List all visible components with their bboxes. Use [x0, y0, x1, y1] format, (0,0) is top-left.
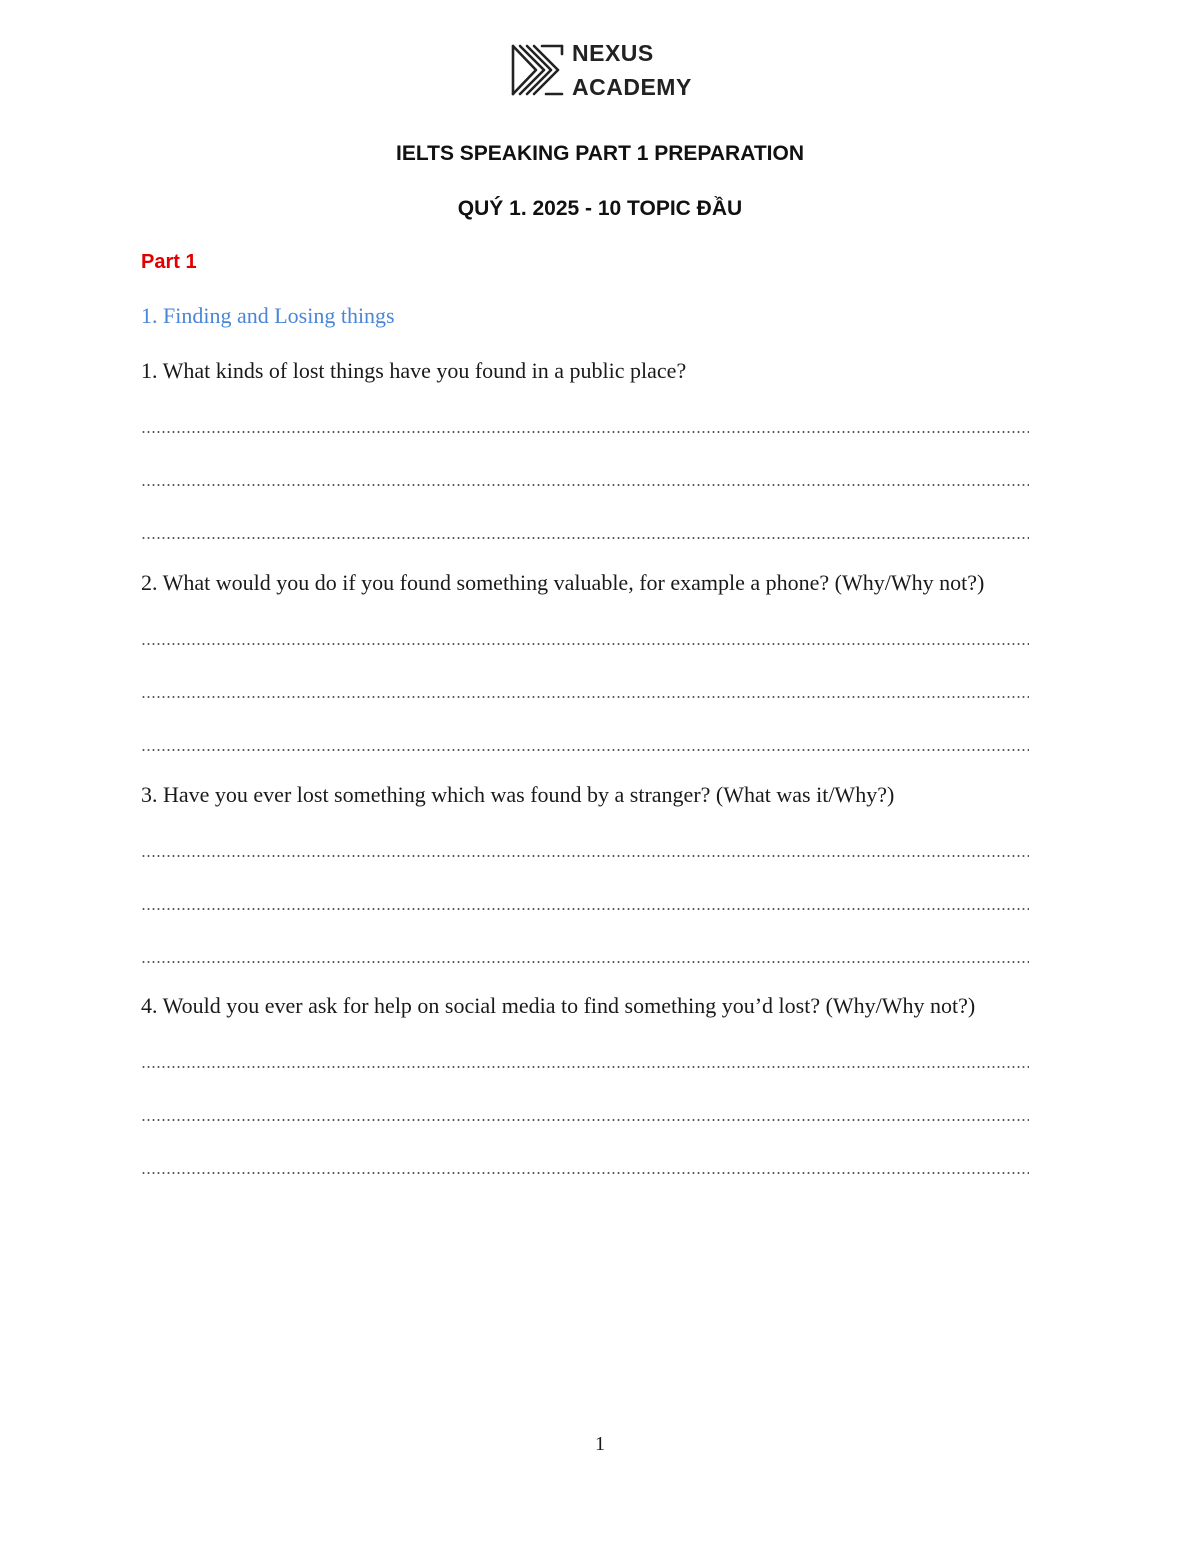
- logo: [510, 40, 710, 100]
- logo-wordmark: [572, 36, 692, 104]
- question-3: 3. Have you ever lost something which was found by a stranger? (What was it/Why?): [141, 782, 895, 807]
- question-1: 1. What kinds of lost things have you found in a public place?: [141, 358, 687, 383]
- answer-line[interactable]: [141, 960, 1029, 964]
- answer-line[interactable]: [141, 907, 1029, 911]
- answer-line[interactable]: [141, 483, 1029, 487]
- topic-heading: 1. Finding and Losing things: [141, 303, 395, 328]
- answer-line[interactable]: [141, 430, 1029, 434]
- page-number: 1: [595, 1433, 605, 1455]
- page-title: IELTS SPEAKING PART 1 PREPARATION: [396, 142, 804, 165]
- answer-line[interactable]: [141, 1065, 1029, 1069]
- answer-line[interactable]: [141, 1171, 1029, 1175]
- page-subtitle: QUÝ 1. 2025 - 10 TOPIC ĐẦU: [457, 197, 743, 220]
- answer-line[interactable]: [141, 748, 1029, 752]
- logo-line-2: ACADEMY: [572, 74, 692, 100]
- answer-line[interactable]: [141, 695, 1029, 699]
- answer-line[interactable]: [141, 1118, 1029, 1122]
- answer-line[interactable]: [141, 854, 1029, 858]
- part-label: Part 1: [141, 251, 197, 273]
- logo-line-1: NEXUS: [572, 40, 654, 66]
- nexus-academy-logo-icon: [510, 42, 566, 98]
- question-2: 2. What would you do if you found something valuable, for example a phone? (Why/Why not?): [141, 570, 985, 595]
- answer-line[interactable]: [141, 642, 1029, 646]
- answer-line[interactable]: [141, 536, 1029, 540]
- question-4: 4. Would you ever ask for help on social media to find something you’d lost? (Why/Why not?): [141, 993, 976, 1018]
